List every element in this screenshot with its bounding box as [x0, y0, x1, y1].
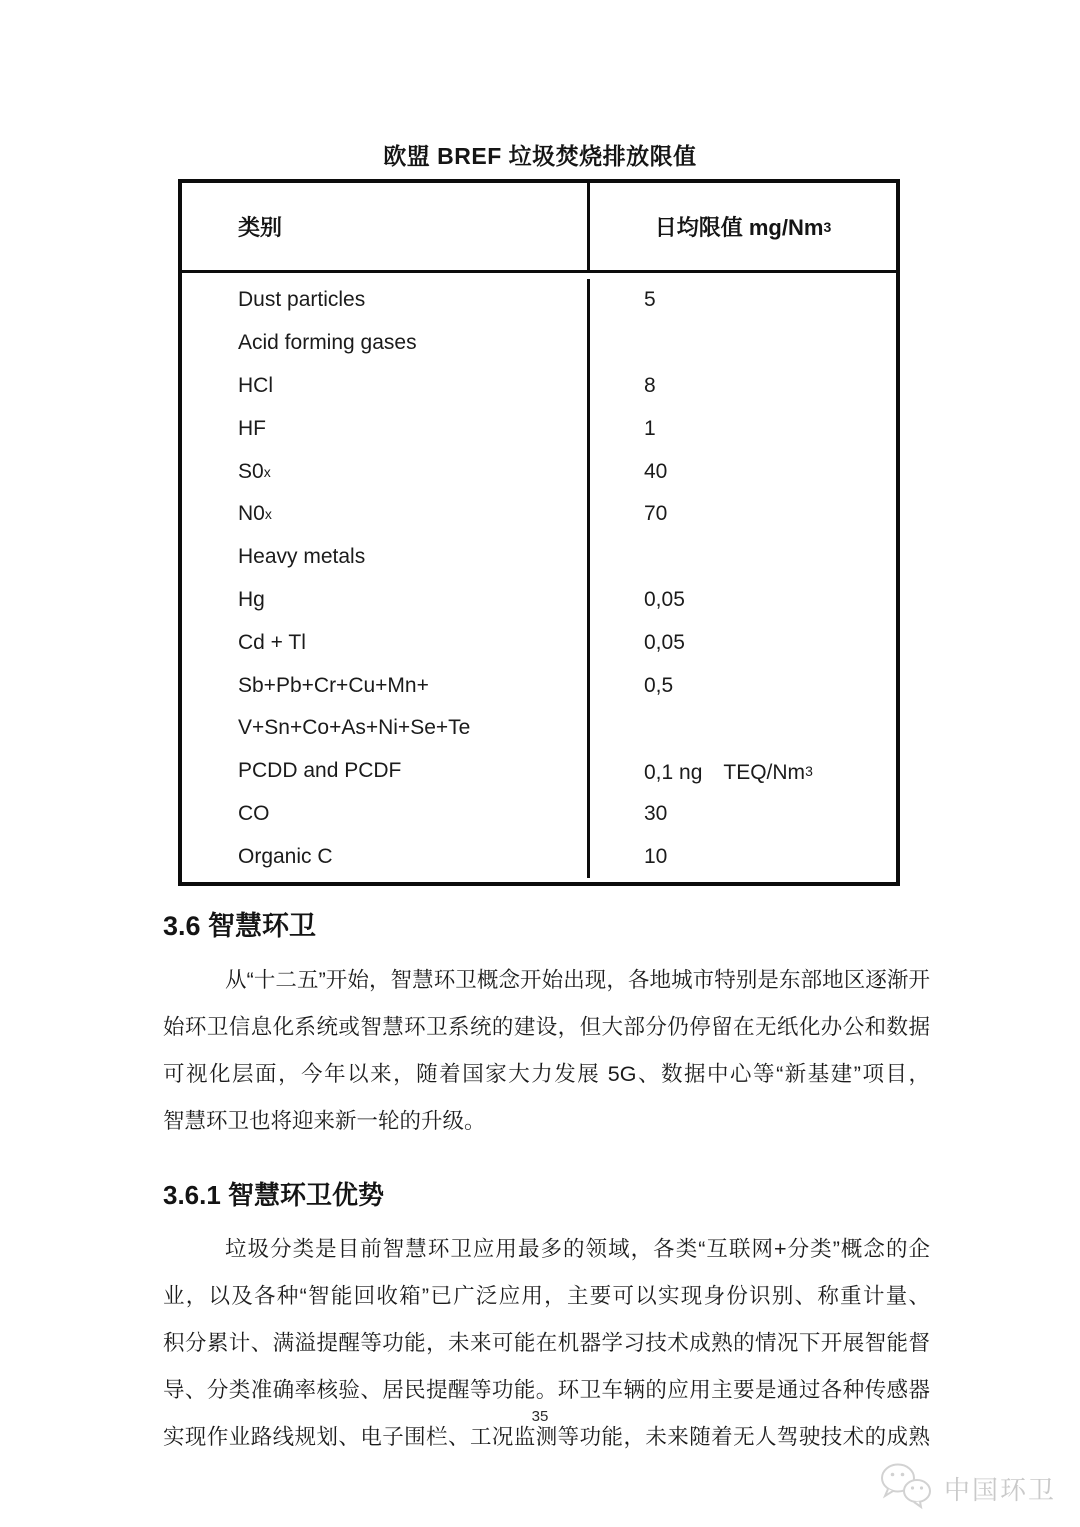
watermark-text: 中国环卫 — [943, 1475, 1056, 1505]
table-row — [182, 707, 896, 750]
paragraph-line: 垃圾分类是目前智慧环卫应用最多的领域，各类“互联网+分类”概念的企 — [225, 1237, 930, 1262]
table-title: 欧盟 BREF 垃圾焚烧排放限值 — [383, 143, 697, 169]
paragraph-line: 始环卫信息化系统或智慧环卫系统的建设，但大部分仍停留在无纸化办公和数据 — [163, 1015, 930, 1040]
table-row: S0 x 40 — [182, 450, 896, 493]
table-row — [182, 579, 896, 622]
paragraph-3-6-1 — [163, 1226, 930, 1461]
table-row — [182, 407, 896, 450]
paragraph-3-6 — [163, 957, 930, 1145]
header-limit: 日均限值 mg/Nm 3 — [590, 183, 896, 270]
header-category: 类别 — [182, 183, 590, 270]
row-label: HF — [238, 416, 266, 440]
row-value: 0,1 ng TEQ/Nm — [644, 761, 806, 785]
table-row — [182, 793, 896, 836]
paragraph-line: 智慧环卫也将迎来新一轮的升级。 — [163, 1109, 486, 1134]
paragraph-line: 业，以及各种“智能回收箱”已广泛应用，主要可以实现身份识别、称重计量、 — [163, 1284, 930, 1309]
paragraph-line: 实现作业路线规划、电子围栏、工况监测等功能，未来随着无人驾驶技术的成熟 — [163, 1425, 930, 1450]
table-row: N0 x 70 — [182, 493, 896, 536]
table-row — [182, 664, 896, 707]
row-label: Acid forming gases — [238, 331, 417, 355]
row-label: CO — [238, 801, 270, 825]
emission-limits-table — [178, 179, 900, 886]
table-row — [182, 322, 896, 365]
row-value: 40 — [644, 459, 668, 483]
table-row — [182, 835, 896, 878]
section-heading-3-6: 3.6 智慧环卫 — [163, 911, 317, 942]
row-label: N0 — [238, 502, 265, 526]
paragraph-line: 从“十二五”开始，智慧环卫概念开始出现，各地城市特别是东部地区逐渐开 — [225, 968, 930, 993]
row-label: Organic C — [238, 844, 333, 868]
header-limit-text: 日均限值 mg/Nm — [654, 215, 824, 240]
page-number: 35 — [531, 1408, 549, 1425]
row-value: 10 — [644, 844, 668, 868]
row-label: PCDD and PCDF — [238, 759, 402, 783]
paragraph-line: 导、分类准确率核验、居民提醒等功能。环卫车辆的应用主要是通过各种传感器 — [163, 1378, 930, 1403]
section-heading-3-6-1: 3.6.1 智慧环卫优势 — [163, 1180, 385, 1211]
watermark — [878, 1462, 1056, 1515]
row-label: Sb+Pb+Cr+Cu+Mn+ — [238, 673, 429, 697]
table-header-row — [182, 183, 896, 273]
wechat-icon — [878, 1462, 936, 1515]
row-label: S0 — [238, 459, 264, 483]
row-label: Cd + Tl — [238, 630, 306, 654]
table-body — [182, 273, 896, 882]
row-label: V+Sn+Co+As+Ni+Se+Te — [238, 716, 471, 740]
row-label: Heavy metals — [238, 545, 366, 569]
row-value: 1 — [644, 416, 656, 440]
paragraph-line: 积分累计、满溢提醒等功能，未来可能在机器学习技术成熟的情况下开展智能督 — [163, 1331, 930, 1356]
row-value: 0,05 — [644, 630, 685, 654]
row-value: 0,05 — [644, 587, 685, 611]
row-label: Hg — [238, 587, 265, 611]
table-row — [182, 621, 896, 664]
row-value: 0,5 — [644, 673, 674, 697]
table-row — [182, 365, 896, 408]
table-row: PCDD and PCDF 0,1 ng TEQ/Nm 3 — [182, 750, 896, 793]
table-row — [182, 279, 896, 322]
table-row — [182, 536, 896, 579]
paragraph-line: 可视化层面，今年以来，随着国家大力发展 5G、数据中心等“新基建”项目， — [163, 1062, 930, 1087]
row-label: Dust particles — [238, 288, 366, 312]
row-value: 5 — [644, 288, 656, 312]
row-label: HCl — [238, 373, 273, 397]
row-value: 8 — [644, 373, 656, 397]
row-value: 70 — [644, 502, 668, 526]
row-value: 30 — [644, 801, 668, 825]
